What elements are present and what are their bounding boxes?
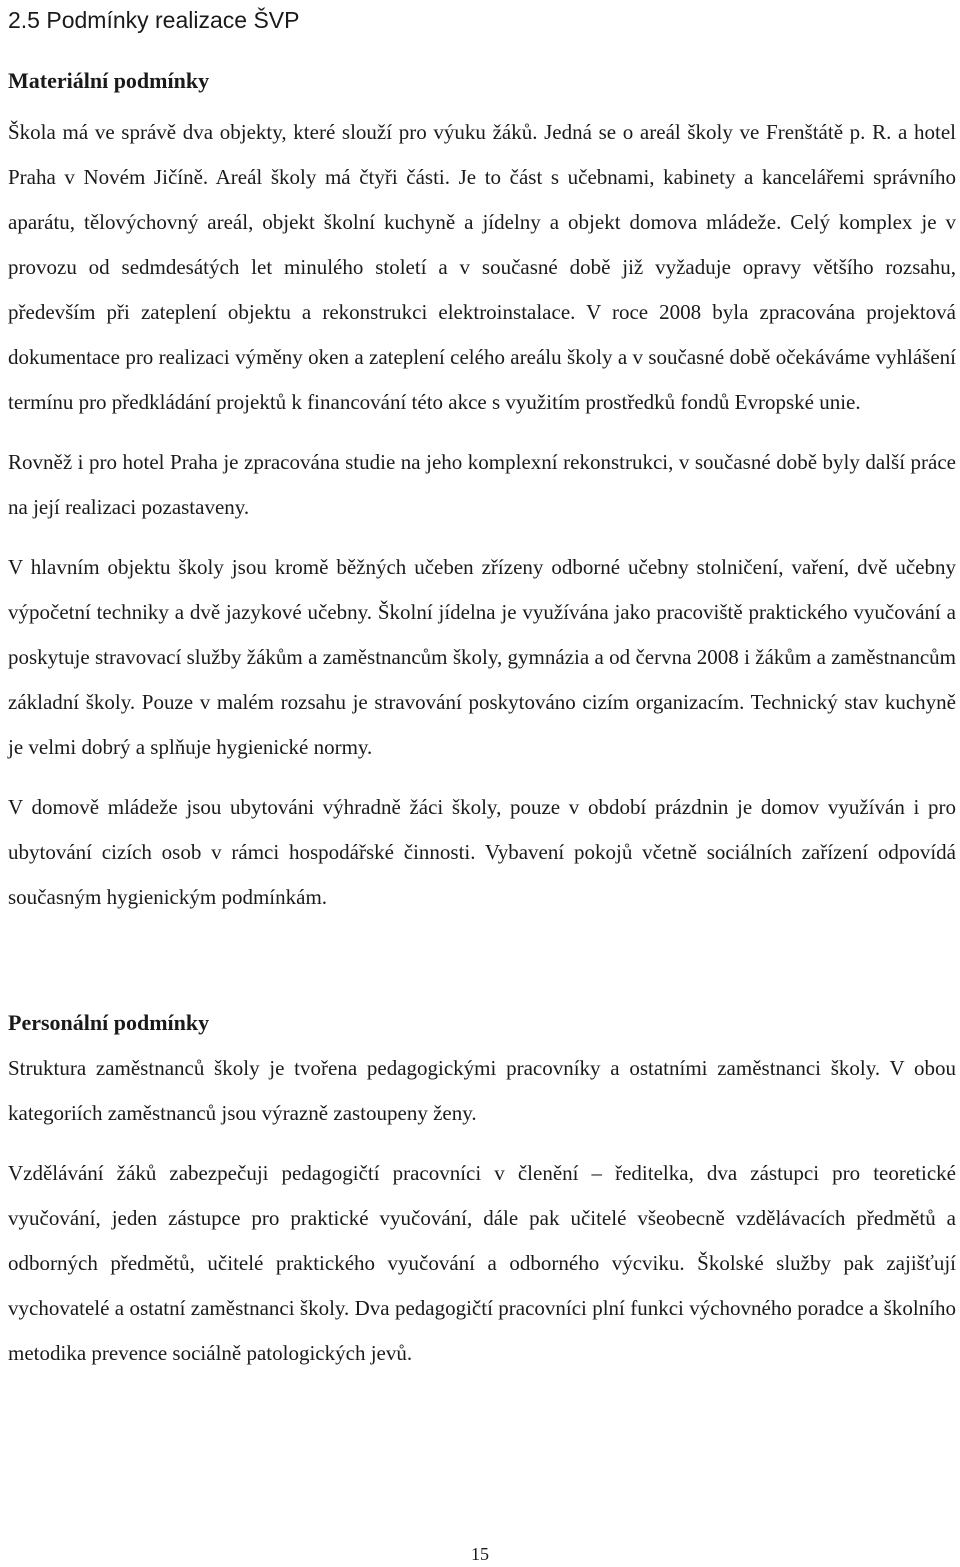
- chapter-title: 2.5 Podmínky realizace ŠVP: [8, 7, 300, 33]
- section-heading-personnel: Personální podmínky: [8, 1010, 210, 1035]
- paragraph: V domově mládeže jsou ubytováni výhradně žáci školy, pouze v období prázdnin je domov využíván i pro ubytování cizích osob v rámci hospodářské činnosti. Vybavení pokojů včetně sociálních zařízení odpovídá současným hygienickým podmínkám.: [8, 795, 956, 909]
- paragraph: Vzdělávání žáků zabezpečuji pedagogičtí pracovníci v členění – ředitelka, dva zástupci pro teoretické vyučování, jeden zástupce pro praktické vyučování, dále pak učitelé všeobecně vzdělávacích předmětů a odborných předmětů, učitelé praktického vyučování a odborného výcviku. Školské služby pak zajišťují vychovatelé a ostatní zaměstnanci školy. Dva pedagogičtí pracovníci plní funkci výchovného poradce a školního metodika prevence sociálně patologických jevů.: [8, 1161, 956, 1365]
- paragraph: Rovněž i pro hotel Praha je zpracována studie na jeho komplexní rekonstrukci, v současné době byly další práce na její realizaci pozastaveny.: [8, 450, 956, 519]
- paragraph: Škola má ve správě dva objekty, které slouží pro výuku žáků. Jedná se o areál školy ve Frenštátě p. R. a hotel Praha v Novém Jičíně. Areál školy má čtyři části. Je to část s učebnami, kabinety a kancelářemi správního aparátu, tělovýchovný areál, objekt školní kuchyně a jídelny a objekt domova mládeže. Celý komplex je v provozu od sedmdesátých let minulého století a v současné době již vyžaduje opravy většího rozsahu, především při zateplení objektu a rekonstrukci elektroinstalace. V roce 2008 byla zpracována projektová dokumentace pro realizaci výměny oken a zateplení celého areálu školy a v současné době očekáváme vyhlášení termínu pro předkládání projektů k financování této akce s využitím prostředků fondů Evropské unie.: [8, 120, 956, 414]
- document-page: [8, 0, 956, 1391]
- paragraph: Struktura zaměstnanců školy je tvořena pedagogickými pracovníky a ostatními zaměstnanci školy. V obou kategoriích zaměstnanců jsou výrazně zastoupeny ženy.: [8, 1056, 956, 1125]
- paragraph: V hlavním objektu školy jsou kromě běžných učeben zřízeny odborné učebny stolničení, vaření, dvě učebny výpočetní techniky a dvě jazykové učebny. Školní jídelna je využívána jako pracoviště praktického vyučování a poskytuje stravovací služby žákům a zaměstnancům školy, gymnázia a od června 2008 i žákům a zaměstnancům základní školy. Pouze v malém rozsahu je stravování poskytováno cizím organizacím. Technický stav kuchyně je velmi dobrý a splňuje hygienické normy.: [8, 555, 956, 759]
- section-heading-material: Materiální podmínky: [8, 68, 210, 93]
- page-number: 15: [471, 1544, 489, 1564]
